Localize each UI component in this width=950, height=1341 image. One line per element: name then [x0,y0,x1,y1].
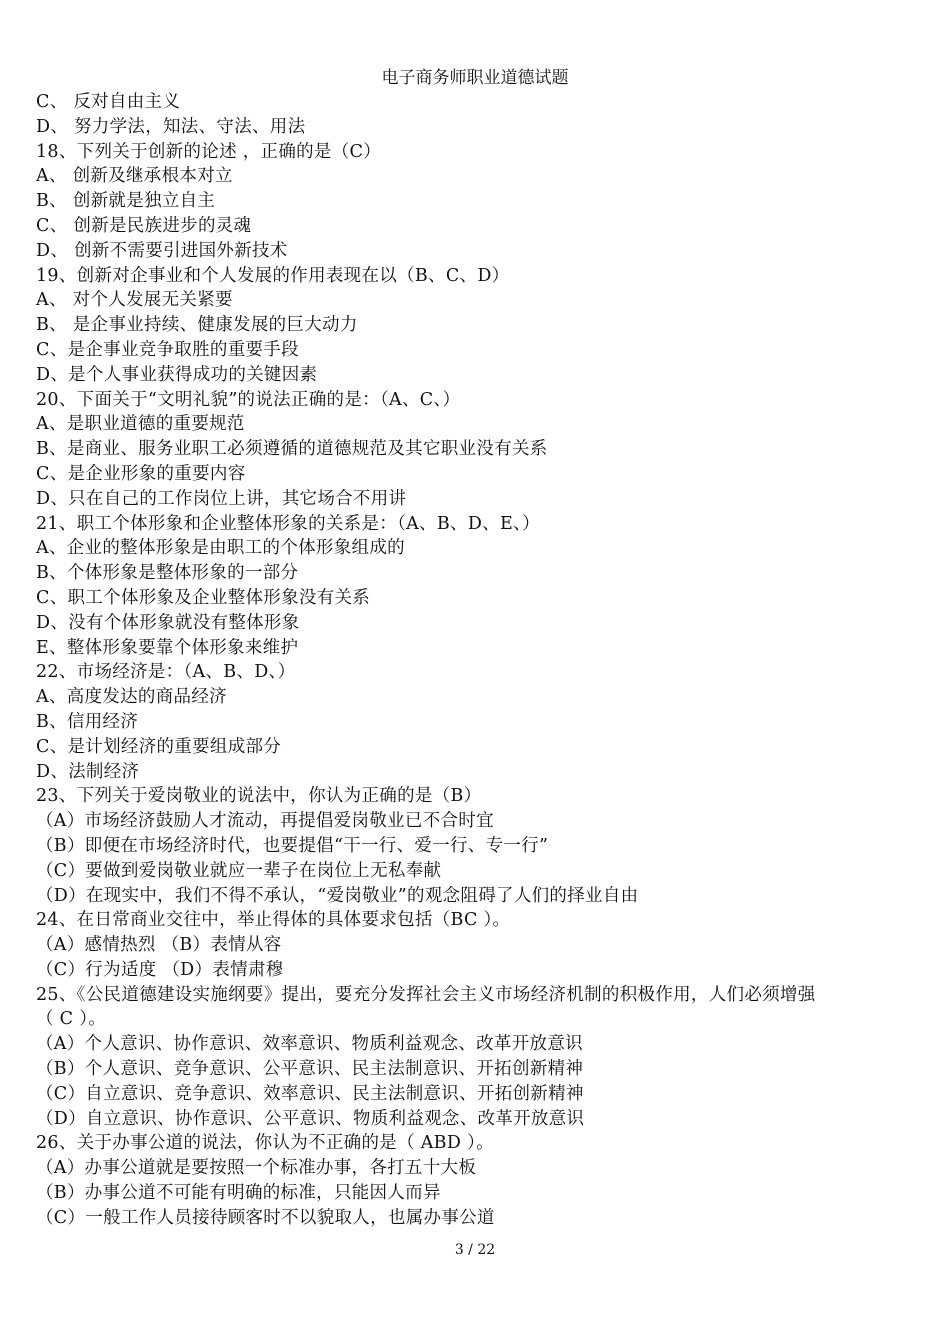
text-line: A、企业的整体形象是由职工的个体形象组成的 [36,538,405,559]
text-line: C、是企事业竞争取胜的重要手段 [36,339,299,360]
text-line: （A）办事公道就是要按照一个标准办事，各打五十大板 [36,1158,477,1179]
text-line: B、 创新就是独立自主 [36,191,216,212]
page-number: 3 / 22 [454,1242,496,1258]
text-line: （A）个人意识、协作意识、效率意识、物质利益观念、改革开放意识 [36,1034,583,1055]
document-title: 电子商务师职业道德试题 [381,68,569,88]
text-line: （B）即便在市场经济时代，也要提倡“干一行、爱一行、专一行” [36,835,549,856]
text-line: B、是商业、服务业职工必须遵循的道德规范及其它职业没有关系 [36,439,548,460]
text-line: 23、下列关于爱岗敬业的说法中，你认为正确的是（B） [36,786,482,807]
text-line: C、是计划经济的重要组成部分 [36,736,282,757]
text-line: （A）感情热烈 （B）表情从容 [36,935,282,956]
text-line: （C）自立意识、竞争意识、效率意识、民主法制意识、开拓创新精神 [36,1083,584,1104]
text-line: E、整体形象要靠个体形象来维护 [36,637,299,658]
question-text-body [36,90,916,1231]
text-line: 22、市场经济是：（A、B、D、） [36,662,296,683]
text-line: C、 反对自由主义 [36,92,181,112]
text-line: B、信用经济 [36,711,139,732]
text-line: D、 努力学法，知法、守法、用法 [36,116,306,137]
text-line: （D）在现实中，我们不得不承认，“爱岗敬业”的观念阻碍了人们的择业自由 [36,885,639,906]
text-line: 25、《公民道德建设实施纲要》提出，要充分发挥社会主义市场经济机制的积极作用，人们必须增强 [36,984,816,1005]
text-line: D、法制经济 [36,761,140,782]
text-line: C、 创新是民族进步的灵魂 [36,215,252,236]
text-line: A、 对个人发展无关紧要 [36,290,233,311]
text-line: A、是职业道德的重要规范 [36,414,245,435]
text-line: 20、下面关于“文明礼貌”的说法正确的是：（A、C、） [36,389,461,410]
text-line: （A）市场经济鼓励人才流动，再提倡爱岗敬业已不合时宜 [36,811,494,832]
text-line: B、个体形象是整体形象的一部分 [36,563,299,584]
text-line: C、是企业形象的重要内容 [36,463,246,484]
text-line: D、 创新不需要引进国外新技术 [36,240,288,261]
text-line: （D）自立意识、协作意识、公平意识、物质利益观念、改革开放意识 [36,1108,585,1129]
text-line: D、只在自己的工作岗位上讲，其它场合不用讲 [36,488,407,509]
text-line: （B）办事公道不可能有明确的标准，只能因人而异 [36,1183,441,1204]
text-line: A、高度发达的商品经济 [36,687,227,708]
text-line: C、职工个体形象及企业整体形象没有关系 [36,587,371,608]
text-line: 19、创新对企事业和个人发展的作用表现在以（B、C、D） [36,265,510,286]
text-line: （ C ）。 [36,1009,107,1030]
text-line: 26、关于办事公道的说法，你认为不正确的是（ ABD ）。 [36,1133,494,1154]
text-line: 21、职工个体形象和企业整体形象的关系是：（A、B、D、E、） [36,513,540,534]
text-line: （C）要做到爱岗敬业就应一辈子在岗位上无私奉献 [36,860,442,881]
text-line: D、是个人事业获得成功的关键因素 [36,364,318,385]
text-line: （C）一般工作人员接待顾客时不以貌取人，也属办事公道 [36,1207,495,1228]
text-line: A、 创新及继承根本对立 [36,166,233,187]
text-line: （B）个人意识、竞争意识、公平意识、民主法制意识、开拓创新精神 [36,1059,584,1080]
text-line: B、 是企事业持续、健康发展的巨大动力 [36,315,358,336]
text-line: 24、在日常商业交往中，举止得体的具体要求包括（BC ）。 [36,910,511,931]
text-line: （C）行为适度 （D）表情肃穆 [36,959,284,980]
text-line: 18、下列关于创新的论述 ，正确的是（C） [36,141,382,162]
text-line: D、没有个体形象就没有整体形象 [36,612,300,633]
